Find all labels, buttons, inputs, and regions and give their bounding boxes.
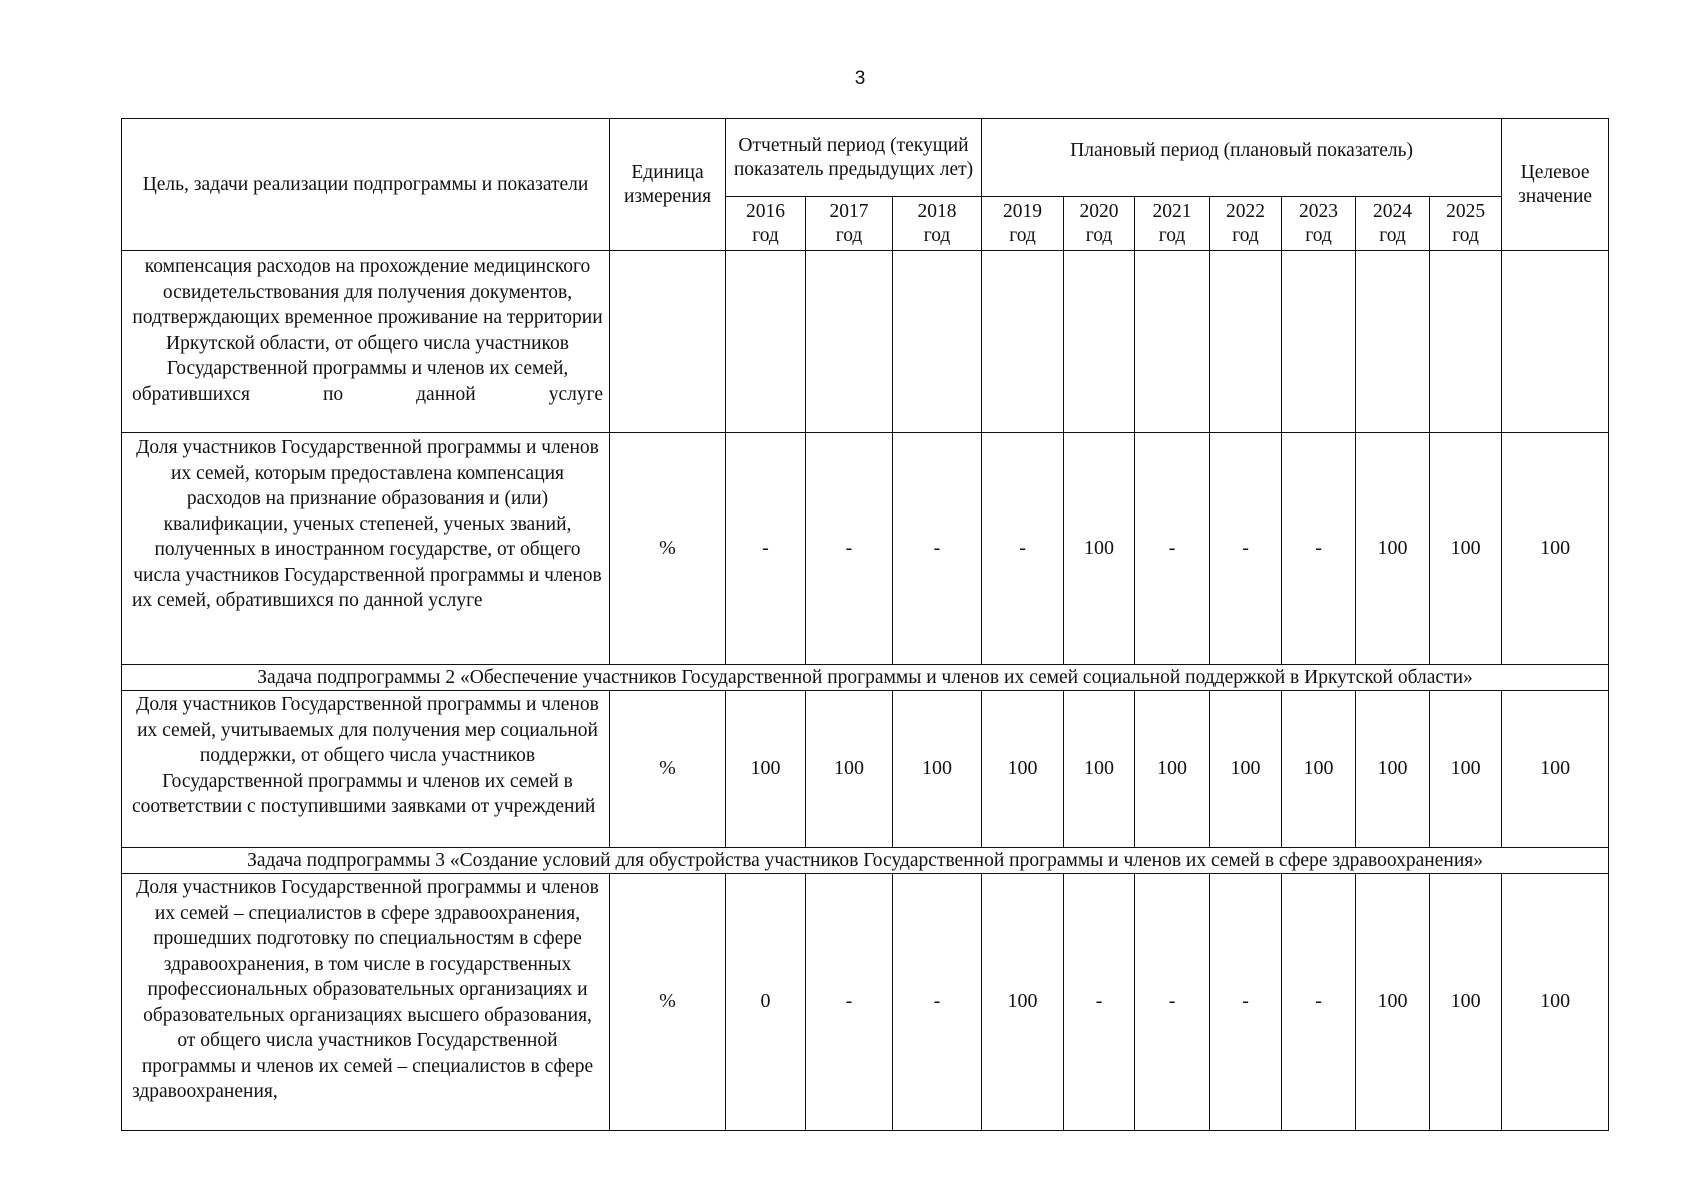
value-cell: - xyxy=(1210,433,1282,665)
indicator-unit: % xyxy=(610,433,726,665)
value-cell xyxy=(982,251,1064,433)
value-cell: 100 xyxy=(1210,691,1282,848)
value-cell: 100 xyxy=(1356,874,1430,1131)
indicator-description: Доля участников Государственной программы и членов их семей – специалистов в сфере здравоохранения, прошедших подготовку по специальностям в сфере здравоохранения, в том числе в государственных профессиональных образовательных организациях и образовательных организациях высшего образования, от общего числа участников Государственной программы и членов их семей – специалистов в сфере здравоохранения, xyxy=(122,874,610,1131)
value-cell: - xyxy=(1282,874,1356,1131)
indicator-description: Доля участников Государственной программы и членов их семей, которым предоставлена компенсация расходов на признание образования и (или) квалификации, ученых степеней, ученых званий, полученных в иностранном государстве, от общего числа участников Государственной программы и членов их семей, обратившихся по данной услуге xyxy=(122,433,610,665)
task-row xyxy=(122,848,1609,874)
year-header: 2022 год xyxy=(1210,197,1282,251)
indicator-unit: % xyxy=(610,874,726,1131)
value-cell: 100 xyxy=(1356,433,1430,665)
value-cell xyxy=(1356,251,1430,433)
header-target: Целевое значение xyxy=(1502,119,1609,251)
header-reporting-period: Отчетный период (текущий показатель предыдущих лет) xyxy=(726,119,982,197)
value-cell xyxy=(1064,251,1135,433)
value-cell: - xyxy=(1064,874,1135,1131)
indicator-unit xyxy=(610,251,726,433)
value-cell xyxy=(1135,251,1210,433)
value-cell: 100 xyxy=(1135,691,1210,848)
page-number: 3 xyxy=(854,68,866,89)
value-cell xyxy=(1282,251,1356,433)
year-header: 2023 год xyxy=(1282,197,1356,251)
value-cell: - xyxy=(982,433,1064,665)
value-cell: 100 xyxy=(1064,691,1135,848)
value-cell: 100 xyxy=(1430,433,1502,665)
year-header: 2017 год xyxy=(806,197,893,251)
value-cell: - xyxy=(893,433,982,665)
value-cell: 100 xyxy=(1430,691,1502,848)
year-header: 2018 год xyxy=(893,197,982,251)
header-goal: Цель, задачи реализации подпрограммы и показатели xyxy=(122,119,610,251)
header-unit: Единица измерения xyxy=(610,119,726,251)
value-cell xyxy=(893,251,982,433)
value-cell: - xyxy=(1210,874,1282,1131)
year-header: 2025 год xyxy=(1430,197,1502,251)
year-header: 2021 год xyxy=(1135,197,1210,251)
value-cell: 100 xyxy=(982,874,1064,1131)
table-row xyxy=(122,433,1609,665)
value-cell: 100 xyxy=(893,691,982,848)
task-heading: Задача подпрограммы 3 «Создание условий для обустройства участников Государственной программы и членов их семей в сфере здравоохранения» xyxy=(122,848,1609,874)
value-cell: - xyxy=(1135,874,1210,1131)
year-header: 2020 год xyxy=(1064,197,1135,251)
value-cell: 100 xyxy=(1430,874,1502,1131)
target-cell: 100 xyxy=(1502,691,1609,848)
value-cell: - xyxy=(806,433,893,665)
header-planned-period: Плановый период (плановый показатель) xyxy=(982,119,1502,197)
indicator-description: компенсация расходов на прохождение медицинского освидетельствования для получения документов, подтверждающих временное проживание на территории Иркутской области, от общего числа участников Государственной программы и членов их семей, обратившихся по данной услуге xyxy=(122,251,610,433)
target-cell: 100 xyxy=(1502,874,1609,1131)
value-cell: 100 xyxy=(1356,691,1430,848)
year-header: 2016 год xyxy=(726,197,806,251)
value-cell: - xyxy=(1135,433,1210,665)
target-cell xyxy=(1502,251,1609,433)
value-cell: 100 xyxy=(726,691,806,848)
value-cell xyxy=(1210,251,1282,433)
value-cell: 100 xyxy=(1282,691,1356,848)
value-cell: - xyxy=(726,433,806,665)
value-cell xyxy=(806,251,893,433)
target-cell: 100 xyxy=(1502,433,1609,665)
indicator-unit: % xyxy=(610,691,726,848)
value-cell xyxy=(1430,251,1502,433)
value-cell: - xyxy=(1282,433,1356,665)
table-row xyxy=(122,874,1609,1131)
value-cell: 100 xyxy=(982,691,1064,848)
task-row xyxy=(122,665,1609,691)
value-cell: 0 xyxy=(726,874,806,1131)
task-heading: Задача подпрограммы 2 «Обеспечение участников Государственной программы и членов их семей социальной поддержкой в Иркутской области» xyxy=(122,665,1609,691)
table-row xyxy=(122,691,1609,848)
year-header: 2024 год xyxy=(1356,197,1430,251)
indicators-table xyxy=(121,118,1609,1131)
value-cell: 100 xyxy=(806,691,893,848)
table-row xyxy=(122,251,1609,433)
value-cell: - xyxy=(893,874,982,1131)
year-header: 2019 год xyxy=(982,197,1064,251)
value-cell: - xyxy=(806,874,893,1131)
indicator-description: Доля участников Государственной программы и членов их семей, учитываемых для получения мер социальной поддержки, от общего числа участников Государственной программы и членов их семей в соответствии с поступившими заявками от учреждений xyxy=(122,691,610,848)
value-cell: 100 xyxy=(1064,433,1135,665)
value-cell xyxy=(726,251,806,433)
